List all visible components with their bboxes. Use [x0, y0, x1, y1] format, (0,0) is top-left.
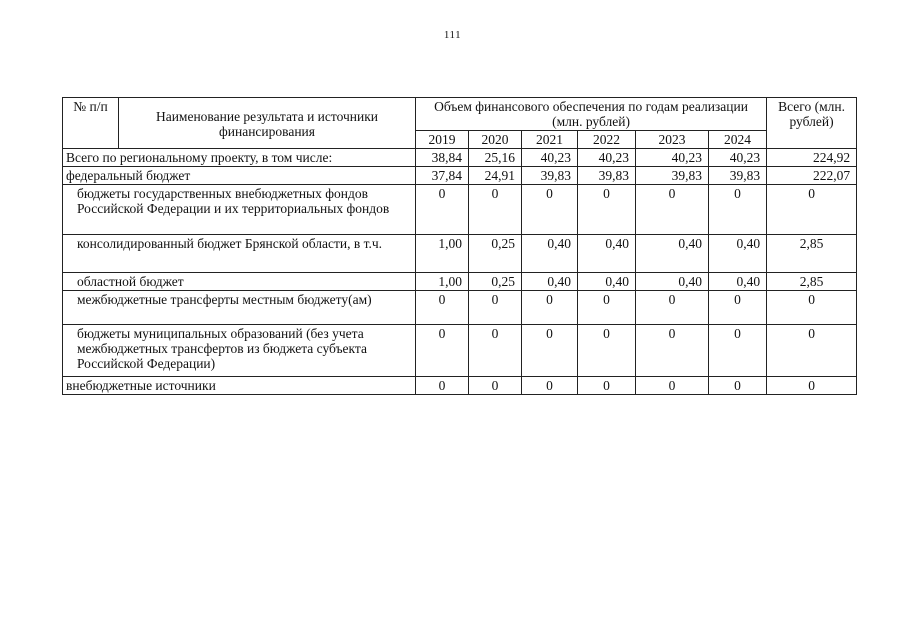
- row-value: 0: [636, 291, 709, 325]
- row-value: 0: [636, 325, 709, 377]
- row-total: 0: [767, 291, 857, 325]
- row-value: 0: [522, 185, 578, 235]
- row-value: 0: [578, 291, 636, 325]
- row-value: 0,25: [469, 235, 522, 273]
- row-value: 25,16: [469, 149, 522, 167]
- row-value: 39,83: [636, 167, 709, 185]
- row-value: 0: [469, 325, 522, 377]
- row-label: внебюджетные источники: [63, 377, 416, 395]
- row-value: 0: [416, 325, 469, 377]
- row-label: бюджеты государственных внебюджетных фондов Российской Федерации и их территориальных фондов: [63, 185, 416, 235]
- row-value: 0,40: [578, 235, 636, 273]
- row-value: 0: [522, 325, 578, 377]
- row-value: 24,91: [469, 167, 522, 185]
- row-value: 0,40: [636, 235, 709, 273]
- row-value: 0,40: [709, 235, 767, 273]
- row-value: 40,23: [636, 149, 709, 167]
- row-label: областной бюджет: [63, 273, 416, 291]
- row-value: 0,40: [709, 273, 767, 291]
- row-value: 0: [709, 291, 767, 325]
- row-value: 0: [469, 185, 522, 235]
- table-row: [63, 167, 857, 185]
- row-value: 0: [578, 325, 636, 377]
- page-number: 111: [443, 29, 462, 41]
- header-total: Всего (млн. рублей): [767, 98, 857, 149]
- row-value: 0: [578, 185, 636, 235]
- row-value: 0: [416, 377, 469, 395]
- row-label: федеральный бюджет: [63, 167, 416, 185]
- row-value: 0: [522, 377, 578, 395]
- row-value: 0: [709, 377, 767, 395]
- row-value: 0,40: [522, 235, 578, 273]
- table-row: [63, 235, 857, 273]
- year-header: 2022: [578, 131, 636, 149]
- table-row: [63, 291, 857, 325]
- year-header: 2021: [522, 131, 578, 149]
- header-name: Наименование результата и источники финансирования: [119, 98, 416, 149]
- year-header: 2019: [416, 131, 469, 149]
- row-value: 38,84: [416, 149, 469, 167]
- financing-table: [62, 97, 857, 395]
- row-value: 39,83: [578, 167, 636, 185]
- row-value: 40,23: [578, 149, 636, 167]
- row-label: консолидированный бюджет Брянской области, в т.ч.: [63, 235, 416, 273]
- row-value: 0,40: [522, 273, 578, 291]
- row-value: 0: [469, 291, 522, 325]
- row-label: бюджеты муниципальных образований (без учета межбюджетных трансфертов из бюджета субъекта Российской Федерации): [63, 325, 416, 377]
- row-value: 0: [416, 291, 469, 325]
- row-value: 40,23: [522, 149, 578, 167]
- row-value: 0: [636, 377, 709, 395]
- row-value: 39,83: [522, 167, 578, 185]
- table-row: [63, 273, 857, 291]
- row-value: 1,00: [416, 235, 469, 273]
- row-value: 0,40: [578, 273, 636, 291]
- year-header: 2023: [636, 131, 709, 149]
- row-total: 2,85: [767, 273, 857, 291]
- row-total: 224,92: [767, 149, 857, 167]
- row-value: 0: [522, 291, 578, 325]
- row-value: 0: [636, 185, 709, 235]
- header-volume: Объем финансового обеспечения по годам реализации (млн. рублей): [416, 98, 767, 131]
- row-value: 40,23: [709, 149, 767, 167]
- table-row: [63, 325, 857, 377]
- table-header-row: [63, 98, 857, 131]
- row-value: 0,25: [469, 273, 522, 291]
- row-total: 2,85: [767, 235, 857, 273]
- row-total: 0: [767, 185, 857, 235]
- row-value: 0: [709, 185, 767, 235]
- table-row: [63, 149, 857, 167]
- year-header: 2024: [709, 131, 767, 149]
- row-value: 37,84: [416, 167, 469, 185]
- row-total: 0: [767, 325, 857, 377]
- row-value: 0: [578, 377, 636, 395]
- table-row: [63, 185, 857, 235]
- row-value: 0: [469, 377, 522, 395]
- row-total: 0: [767, 377, 857, 395]
- header-num: № п/п: [63, 98, 119, 149]
- row-label: межбюджетные трансферты местным бюджету(ам): [63, 291, 416, 325]
- row-total: 222,07: [767, 167, 857, 185]
- row-value: 0,40: [636, 273, 709, 291]
- row-value: 39,83: [709, 167, 767, 185]
- year-header: 2020: [469, 131, 522, 149]
- row-label: Всего по региональному проекту, в том числе:: [63, 149, 416, 167]
- table-row: [63, 377, 857, 395]
- row-value: 1,00: [416, 273, 469, 291]
- row-value: 0: [709, 325, 767, 377]
- row-value: 0: [416, 185, 469, 235]
